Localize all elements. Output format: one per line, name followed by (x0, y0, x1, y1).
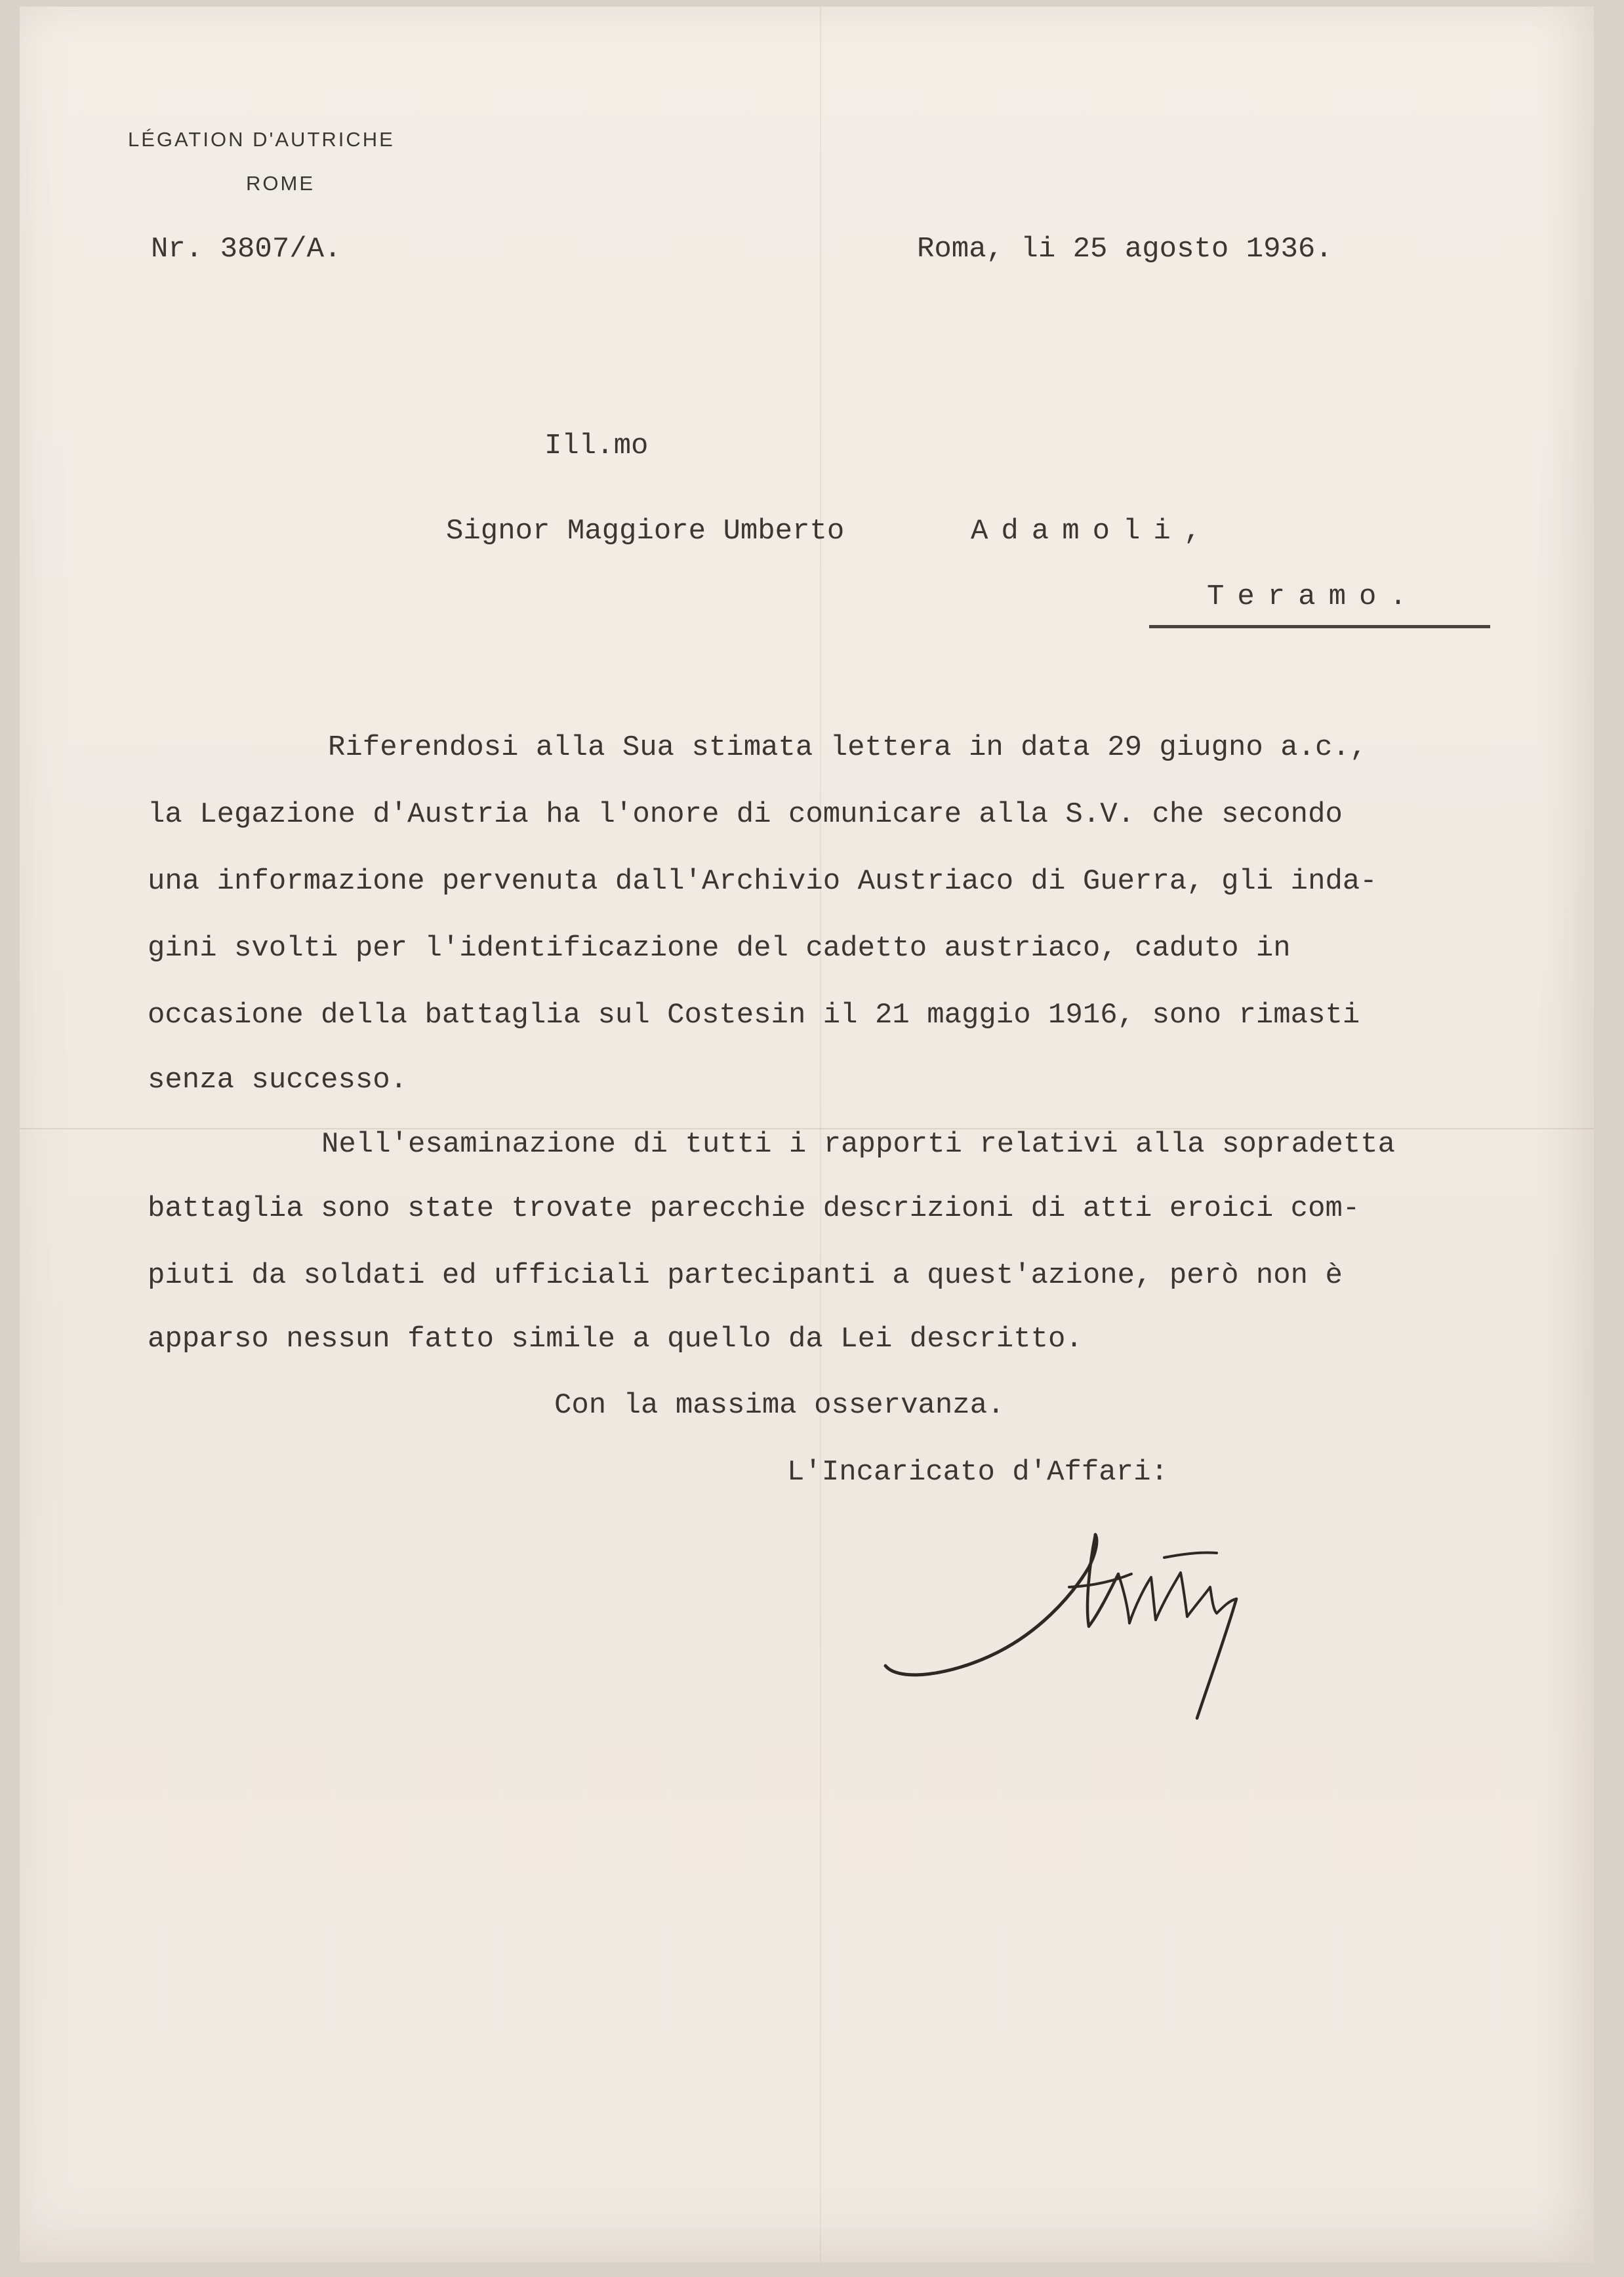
recipient-name: Signor Maggiore Umberto (446, 515, 845, 548)
handwritten-signature (872, 1495, 1279, 1744)
body-p1-line-5: occasione della battaglia sul Costesin il 21 maggio 1916, sono rimasti (148, 999, 1360, 1032)
place-date: Roma, li 25 agosto 1936. (917, 233, 1333, 266)
closing-phrase: Con la massima osservanza. (554, 1389, 1005, 1422)
body-p1-line-4: gini svolti per l'identificazione del cadetto austriaco, caduto in (148, 932, 1291, 965)
recipient-salutation: Ill.mo (544, 430, 649, 462)
body-p1-line-1: Riferendosi alla Sua stimata lettera in data 29 giugno a.c., (328, 731, 1368, 764)
body-p1-line-3: una informazione pervenuta dall'Archivio Austriaco di Guerra, gli inda- (148, 865, 1377, 898)
letterhead-legation: LÉGATION D'AUTRICHE (128, 128, 395, 151)
reference-number: Nr. 3807/A. (151, 233, 342, 266)
city-underline (1149, 625, 1490, 628)
recipient-surname: Adamoli, (971, 515, 1215, 548)
body-p2-line-4: apparso nessun fatto simile a quello da Lei descritto. (148, 1323, 1083, 1356)
letter-sheet (20, 7, 1594, 2263)
letterhead-city: ROME (246, 172, 315, 195)
body-p2-line-2: battaglia sono state trovate parecchie descrizioni di atti eroici com- (148, 1192, 1360, 1225)
body-p1-line-2: la Legazione d'Austria ha l'onore di comunicare alla S.V. che secondo (148, 798, 1343, 831)
body-p2-line-3: piuti da soldati ed ufficiali partecipanti a quest'azione, però non è (148, 1259, 1343, 1292)
recipient-city: Teramo. (1207, 580, 1420, 613)
body-p2-line-1: Nell'esaminazione di tutti i rapporti relativi alla sopradetta (321, 1128, 1396, 1161)
signatory-title: L'Incaricato d'Affari: (787, 1456, 1168, 1489)
body-p1-line-6: senza successo. (148, 1064, 408, 1097)
